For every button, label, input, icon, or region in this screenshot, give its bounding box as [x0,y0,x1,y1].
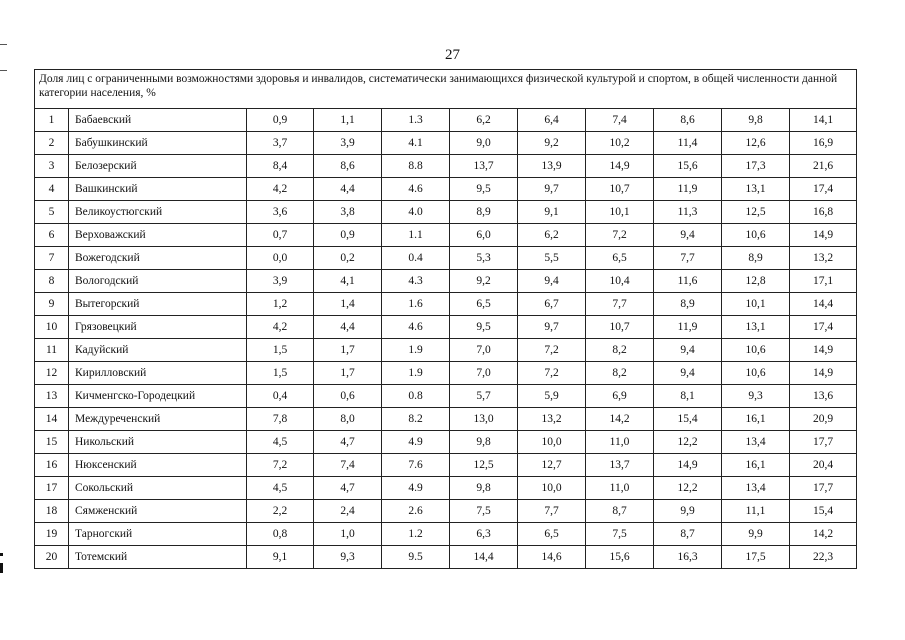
value-cell: 11,0 [586,477,654,500]
value-cell: 8,2 [586,362,654,385]
value-cell: 8,7 [654,523,722,546]
table-row [35,132,857,155]
value-cell: 4.1 [382,132,450,155]
value-cell: 8,7 [586,500,654,523]
value-cell: 7.6 [382,454,450,477]
value-cell: 1.9 [382,362,450,385]
value-cell: 1.1 [382,224,450,247]
table-row [35,178,857,201]
value-cell: 1.3 [382,109,450,132]
district-name-cell: Никольский [69,431,247,454]
value-cell: 14,9 [790,362,857,385]
value-cell: 3,9 [314,132,382,155]
value-cell: 17,5 [722,546,790,569]
value-cell: 1,0 [314,523,382,546]
value-cell: 6,2 [518,224,586,247]
value-cell: 22,3 [790,546,857,569]
district-name-cell: Бабушкинский [69,132,247,155]
value-cell: 10,0 [518,431,586,454]
value-cell: 12,5 [722,201,790,224]
value-cell: 4.6 [382,178,450,201]
value-cell: 13,0 [450,408,518,431]
row-number-cell: 17 [35,477,69,500]
row-number-cell: 16 [35,454,69,477]
row-number-cell: 7 [35,247,69,270]
table-row [35,109,857,132]
value-cell: 10,4 [586,270,654,293]
value-cell: 13,1 [722,178,790,201]
value-cell: 8,9 [450,201,518,224]
table-title-row [35,70,857,109]
value-cell: 7,7 [518,500,586,523]
table-row [35,201,857,224]
value-cell: 13,4 [722,431,790,454]
value-cell: 2,2 [247,500,314,523]
value-cell: 8,2 [586,339,654,362]
value-cell: 8.8 [382,155,450,178]
value-cell: 7,7 [654,247,722,270]
value-cell: 4.9 [382,477,450,500]
value-cell: 6,5 [518,523,586,546]
row-number-cell: 19 [35,523,69,546]
value-cell: 17,4 [790,316,857,339]
district-name-cell: Нюксенский [69,454,247,477]
scan-margin-mark [0,553,3,556]
table-row [35,339,857,362]
value-cell: 9,5 [450,178,518,201]
district-name-cell: Тарногский [69,523,247,546]
table-row [35,247,857,270]
value-cell: 13,7 [450,155,518,178]
value-cell: 3,8 [314,201,382,224]
value-cell: 14,2 [586,408,654,431]
value-cell: 0.8 [382,385,450,408]
scan-margin-tick [0,44,7,45]
table-row [35,477,857,500]
district-name-cell: Вожегодский [69,247,247,270]
value-cell: 1,7 [314,339,382,362]
value-cell: 4,2 [247,178,314,201]
district-name-cell: Кадуйский [69,339,247,362]
district-name-cell: Тотемский [69,546,247,569]
table-title: Доля лиц с ограниченными возможностями здоровья и инвалидов, систематически занимающихся физической культурой и спортом, в общей численности данной категории населения, % [35,70,857,109]
value-cell: 20,9 [790,408,857,431]
value-cell: 1.6 [382,293,450,316]
table-row [35,431,857,454]
value-cell: 13,2 [518,408,586,431]
district-name-cell: Кичменгско-Городецкий [69,385,247,408]
value-cell: 1,1 [314,109,382,132]
value-cell: 7,2 [247,454,314,477]
value-cell: 11,9 [654,316,722,339]
value-cell: 1,2 [247,293,314,316]
value-cell: 7,4 [314,454,382,477]
row-number-cell: 5 [35,201,69,224]
value-cell: 7,0 [450,339,518,362]
row-number-cell: 20 [35,546,69,569]
value-cell: 4,7 [314,477,382,500]
district-name-cell: Сокольский [69,477,247,500]
value-cell: 9,7 [518,178,586,201]
value-cell: 10,1 [586,201,654,224]
value-cell: 5,5 [518,247,586,270]
value-cell: 11,9 [654,178,722,201]
value-cell: 8,4 [247,155,314,178]
value-cell: 7,5 [450,500,518,523]
district-name-cell: Кирилловский [69,362,247,385]
value-cell: 9,4 [518,270,586,293]
value-cell: 12,2 [654,477,722,500]
value-cell: 9.5 [382,546,450,569]
value-cell: 7,7 [586,293,654,316]
value-cell: 6,9 [586,385,654,408]
value-cell: 11,0 [586,431,654,454]
value-cell: 4.9 [382,431,450,454]
value-cell: 0,9 [247,109,314,132]
value-cell: 9,1 [247,546,314,569]
table-row [35,224,857,247]
value-cell: 20,4 [790,454,857,477]
value-cell: 9,8 [450,477,518,500]
table-row [35,316,857,339]
value-cell: 9,5 [450,316,518,339]
value-cell: 7,0 [450,362,518,385]
value-cell: 9,7 [518,316,586,339]
row-number-cell: 9 [35,293,69,316]
value-cell: 10,2 [586,132,654,155]
value-cell: 6,7 [518,293,586,316]
value-cell: 0,8 [247,523,314,546]
value-cell: 1.9 [382,339,450,362]
value-cell: 7,2 [586,224,654,247]
table-row [35,454,857,477]
value-cell: 8.2 [382,408,450,431]
value-cell: 21,6 [790,155,857,178]
value-cell: 11,4 [654,132,722,155]
value-cell: 4,7 [314,431,382,454]
value-cell: 13,9 [518,155,586,178]
district-name-cell: Верховажский [69,224,247,247]
value-cell: 15,6 [654,155,722,178]
scan-margin-mark [0,563,3,573]
table-row [35,523,857,546]
row-number-cell: 6 [35,224,69,247]
value-cell: 16,8 [790,201,857,224]
value-cell: 14,1 [790,109,857,132]
row-number-cell: 14 [35,408,69,431]
value-cell: 3,7 [247,132,314,155]
value-cell: 8,1 [654,385,722,408]
value-cell: 7,5 [586,523,654,546]
value-cell: 6,5 [450,293,518,316]
row-number-cell: 15 [35,431,69,454]
value-cell: 0,4 [247,385,314,408]
value-cell: 0,2 [314,247,382,270]
value-cell: 13,7 [586,454,654,477]
value-cell: 7,8 [247,408,314,431]
value-cell: 1,5 [247,339,314,362]
value-cell: 1,7 [314,362,382,385]
value-cell: 9,4 [654,224,722,247]
value-cell: 1.2 [382,523,450,546]
value-cell: 0,6 [314,385,382,408]
value-cell: 3,9 [247,270,314,293]
value-cell: 4,1 [314,270,382,293]
value-cell: 7,2 [518,362,586,385]
value-cell: 6,5 [586,247,654,270]
value-cell: 3,6 [247,201,314,224]
value-cell: 12,6 [722,132,790,155]
value-cell: 16,9 [790,132,857,155]
value-cell: 16,1 [722,408,790,431]
table-row [35,293,857,316]
row-number-cell: 10 [35,316,69,339]
district-name-cell: Вытегорский [69,293,247,316]
value-cell: 13,4 [722,477,790,500]
scan-margin-tick [0,70,7,71]
value-cell: 13,6 [790,385,857,408]
value-cell: 9,8 [722,109,790,132]
value-cell: 8,6 [314,155,382,178]
table-row [35,385,857,408]
value-cell: 4,5 [247,431,314,454]
value-cell: 15,6 [586,546,654,569]
value-cell: 12,7 [518,454,586,477]
district-name-cell: Вашкинский [69,178,247,201]
value-cell: 8,6 [654,109,722,132]
value-cell: 14,9 [654,454,722,477]
value-cell: 10,7 [586,178,654,201]
value-cell: 8,0 [314,408,382,431]
value-cell: 8,9 [654,293,722,316]
value-cell: 14,9 [790,224,857,247]
value-cell: 11,1 [722,500,790,523]
value-cell: 9,9 [654,500,722,523]
value-cell: 10,7 [586,316,654,339]
value-cell: 9,1 [518,201,586,224]
row-number-cell: 12 [35,362,69,385]
table-body [35,70,857,569]
data-table [34,69,857,569]
district-name-cell: Бабаевский [69,109,247,132]
value-cell: 15,4 [654,408,722,431]
value-cell: 12,8 [722,270,790,293]
row-number-cell: 18 [35,500,69,523]
value-cell: 12,2 [654,431,722,454]
value-cell: 16,1 [722,454,790,477]
value-cell: 16,3 [654,546,722,569]
district-name-cell: Вологодский [69,270,247,293]
value-cell: 12,5 [450,454,518,477]
value-cell: 13,2 [790,247,857,270]
row-number-cell: 8 [35,270,69,293]
value-cell: 1,4 [314,293,382,316]
value-cell: 7,2 [518,339,586,362]
table-row [35,500,857,523]
value-cell: 11,3 [654,201,722,224]
value-cell: 17,4 [790,178,857,201]
value-cell: 8,9 [722,247,790,270]
value-cell: 14,4 [450,546,518,569]
value-cell: 9,9 [722,523,790,546]
value-cell: 10,6 [722,224,790,247]
value-cell: 14,9 [586,155,654,178]
value-cell: 4.3 [382,270,450,293]
value-cell: 7,4 [586,109,654,132]
value-cell: 0,7 [247,224,314,247]
value-cell: 10,1 [722,293,790,316]
value-cell: 14,4 [790,293,857,316]
table-row [35,270,857,293]
value-cell: 2.6 [382,500,450,523]
district-name-cell: Грязовецкий [69,316,247,339]
value-cell: 4,4 [314,316,382,339]
value-cell: 9,2 [518,132,586,155]
value-cell: 13,1 [722,316,790,339]
value-cell: 6,2 [450,109,518,132]
row-number-cell: 1 [35,109,69,132]
value-cell: 4,2 [247,316,314,339]
value-cell: 17,1 [790,270,857,293]
value-cell: 0,9 [314,224,382,247]
value-cell: 11,6 [654,270,722,293]
value-cell: 10,6 [722,339,790,362]
value-cell: 4.0 [382,201,450,224]
value-cell: 9,4 [654,339,722,362]
value-cell: 6,3 [450,523,518,546]
value-cell: 0,0 [247,247,314,270]
table-row [35,408,857,431]
value-cell: 17,3 [722,155,790,178]
value-cell: 10,6 [722,362,790,385]
row-number-cell: 13 [35,385,69,408]
value-cell: 9,2 [450,270,518,293]
value-cell: 5,9 [518,385,586,408]
value-cell: 9,0 [450,132,518,155]
value-cell: 5,7 [450,385,518,408]
table-row [35,155,857,178]
value-cell: 4.6 [382,316,450,339]
value-cell: 6,4 [518,109,586,132]
value-cell: 4,4 [314,178,382,201]
value-cell: 15,4 [790,500,857,523]
value-cell: 17,7 [790,431,857,454]
value-cell: 14,9 [790,339,857,362]
table-row [35,546,857,569]
district-name-cell: Белозерский [69,155,247,178]
value-cell: 9,3 [722,385,790,408]
value-cell: 0.4 [382,247,450,270]
value-cell: 17,7 [790,477,857,500]
district-name-cell: Сямженский [69,500,247,523]
value-cell: 6,0 [450,224,518,247]
value-cell: 1,5 [247,362,314,385]
value-cell: 9,8 [450,431,518,454]
row-number-cell: 4 [35,178,69,201]
row-number-cell: 3 [35,155,69,178]
table-row [35,362,857,385]
value-cell: 14,2 [790,523,857,546]
row-number-cell: 2 [35,132,69,155]
value-cell: 2,4 [314,500,382,523]
page-number: 27 [445,47,460,63]
value-cell: 5,3 [450,247,518,270]
row-number-cell: 11 [35,339,69,362]
value-cell: 10,0 [518,477,586,500]
value-cell: 9,3 [314,546,382,569]
value-cell: 4,5 [247,477,314,500]
value-cell: 9,4 [654,362,722,385]
district-name-cell: Междуреченский [69,408,247,431]
value-cell: 14,6 [518,546,586,569]
district-name-cell: Великоустюгский [69,201,247,224]
